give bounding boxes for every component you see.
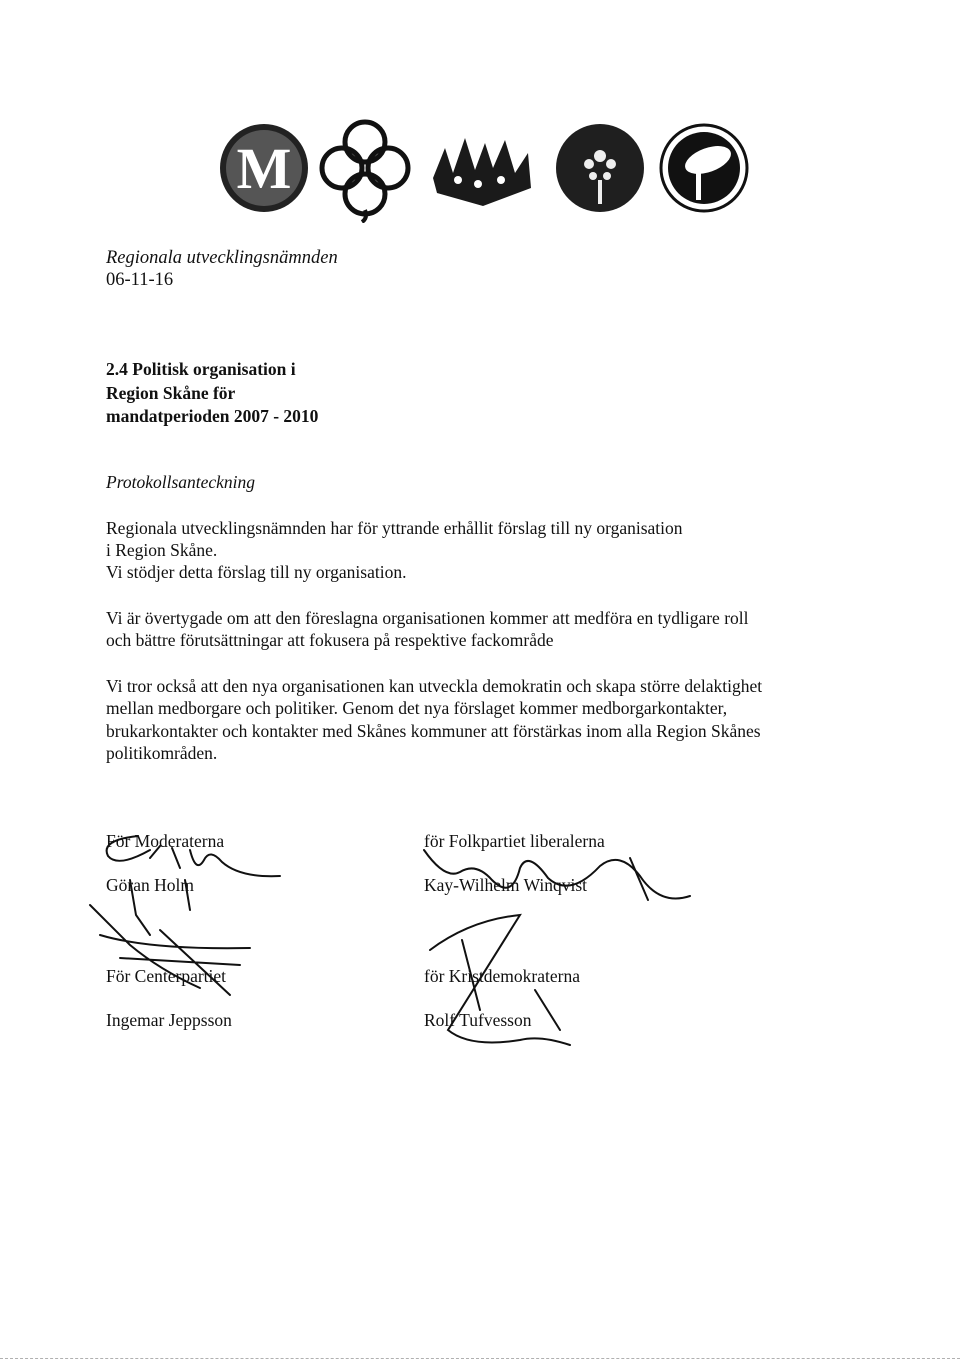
title-line-3: mandatperioden 2007 - 2010 — [106, 406, 319, 426]
paragraph-2-line-1: Vi är övertygade om att den föreslagna organisationen kommer att medföra en tydligare roll — [106, 608, 749, 628]
paragraph-3-line-2: mellan medborgare och politiker. Genom det nya förslaget kommer medborgarkontakter, — [106, 698, 728, 718]
signature-centerpartiet-party: För Centerpartiet — [106, 966, 227, 986]
paragraph-2-line-2: och bättre förutsättningar att fokusera på respektive fackområde — [106, 630, 554, 650]
party-logos — [218, 118, 748, 228]
committee-name: Regionala utvecklingsnämnden — [106, 248, 338, 268]
document-date: 06-11-16 — [106, 270, 174, 290]
paragraph-3-line-1: Vi tror också att den nya organisationen kan utveckla demokratin och skapa större delaktighet — [106, 676, 763, 696]
kristdemokraterna-logo — [553, 118, 648, 218]
centerpartiet-clover-logo — [318, 118, 413, 223]
paragraph-3-line-4: politikområden. — [106, 743, 218, 763]
paragraph-1-line-1: Regionala utvecklingsnämnden har för yttrande erhållit förslag till ny organisation — [106, 518, 683, 538]
signature-kristdemokraterna-name: Rolf Tufvesson — [424, 1010, 532, 1030]
signature-folkpartiet-party: för Folkpartiet liberalerna — [424, 831, 605, 851]
paragraph-3-line-3: brukarkontakter och kontakter med Skånes kommuner att förstärkas inom alla Region Skånes — [106, 721, 761, 741]
logo-m-letter: M — [236, 136, 292, 201]
folkpartiet-cornflower-logo — [423, 118, 538, 218]
miljopartiet-dandelion-logo — [658, 118, 750, 218]
signature-folkpartiet-name: Kay-Wilhelm Winqvist — [424, 875, 588, 895]
title-line-1: 2.4 Politisk organisation i — [106, 359, 296, 379]
moderaterna-logo — [218, 118, 310, 218]
paragraph-1-line-2: i Region Skåne. — [106, 540, 218, 560]
page-bottom-edge — [0, 1358, 960, 1359]
paragraph-1-line-3: Vi stödjer detta förslag till ny organisation. — [106, 562, 407, 582]
title-line-2: Region Skåne för — [106, 383, 236, 403]
signature-moderaterna-name: Göran Holm — [106, 875, 194, 895]
signature-kristdemokraterna-party: för Kristdemokraterna — [424, 966, 580, 986]
signature-moderaterna-party: För Moderaterna — [106, 831, 225, 851]
signature-centerpartiet-name: Ingemar Jeppsson — [106, 1010, 232, 1030]
note-heading: Protokollsanteckning — [106, 472, 256, 492]
